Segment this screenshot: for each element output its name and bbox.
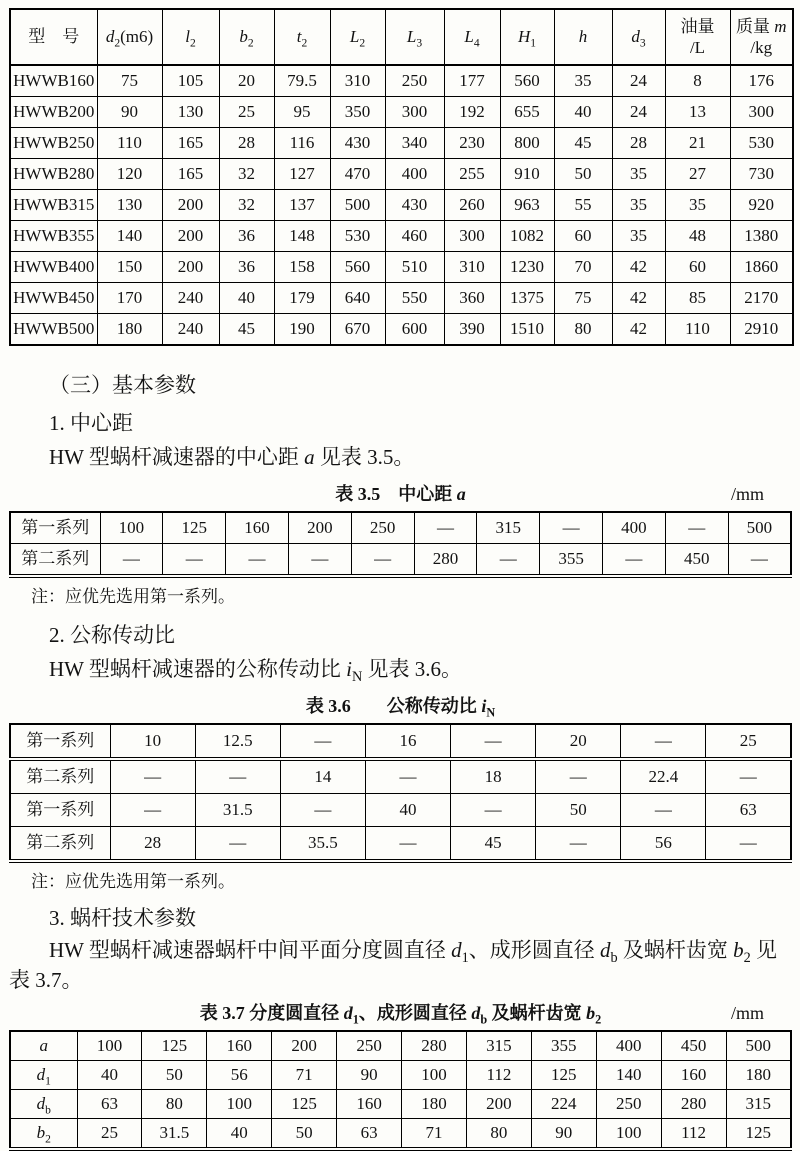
table-cell: 35 xyxy=(612,221,665,252)
table35-caption-row xyxy=(9,481,792,507)
table-cell: 165 xyxy=(162,159,219,190)
table-row xyxy=(10,544,791,577)
table-cell: 170 xyxy=(97,283,162,314)
table-row xyxy=(10,512,791,544)
subsection-2-heading: 2. 公称传动比 xyxy=(49,623,175,647)
table-cell: 40 xyxy=(207,1119,272,1150)
table-cell: 100 xyxy=(596,1119,661,1150)
column-header: $L_3$ xyxy=(385,9,444,65)
table-cell: 180 xyxy=(726,1061,791,1090)
table-cell: 640 xyxy=(330,283,385,314)
table-cell: 40 xyxy=(77,1061,142,1090)
table-cell: 36 xyxy=(219,252,274,283)
table-cell: 25 xyxy=(219,97,274,128)
table-cell: 179 xyxy=(274,283,330,314)
table-cell: 125 xyxy=(531,1061,596,1090)
table-cell: 450 xyxy=(665,544,728,577)
table-cell: 355 xyxy=(540,544,603,577)
table-cell: 160 xyxy=(226,512,289,544)
table-cell: 280 xyxy=(402,1031,467,1061)
table-cell: 71 xyxy=(402,1119,467,1150)
table-cell: — xyxy=(665,512,728,544)
table-cell: 800 xyxy=(500,128,554,159)
table-cell: 116 xyxy=(274,128,330,159)
table-cell: — xyxy=(621,794,706,827)
table-row xyxy=(10,65,793,97)
row-label-cell: 第二系列 xyxy=(10,759,110,794)
column-header: $d_3$ xyxy=(612,9,665,65)
row-label-cell: 第一系列 xyxy=(10,794,110,827)
paragraph-ratio: HW 型蜗杆减速器的公称传动比 $i_N$ 见表 3.6。 xyxy=(49,657,463,686)
column-header: $l_2$ xyxy=(162,9,219,65)
table-cell: 105 xyxy=(162,65,219,97)
table-cell: 100 xyxy=(77,1031,142,1061)
row-label-cell: $d_b$ xyxy=(10,1090,77,1119)
table37-caption: 表 3.7 分度圆直径 $d_1$、成形圆直径 $d_b$ 及蜗杆齿宽 $b_2$ xyxy=(199,1003,602,1027)
table-cell: 430 xyxy=(385,190,444,221)
table-cell: — xyxy=(365,827,450,862)
table-cell: 24 xyxy=(612,65,665,97)
table-cell: 112 xyxy=(466,1061,531,1090)
table-cell: 28 xyxy=(219,128,274,159)
table-cell: 315 xyxy=(477,512,540,544)
table-cell: 250 xyxy=(337,1031,402,1061)
table-cell: 42 xyxy=(612,252,665,283)
table-cell: 280 xyxy=(661,1090,726,1119)
row-label-cell: 第一系列 xyxy=(10,512,100,544)
table-cell: — xyxy=(536,827,621,862)
table-cell: 148 xyxy=(274,221,330,252)
table-header-row xyxy=(10,9,793,65)
table-cell: 60 xyxy=(554,221,612,252)
table-cell: — xyxy=(226,544,289,577)
table-cell: 90 xyxy=(97,97,162,128)
table-cell: 63 xyxy=(706,794,791,827)
table-cell: 42 xyxy=(612,283,665,314)
table-cell: 158 xyxy=(274,252,330,283)
table-cell: 20 xyxy=(219,65,274,97)
column-header: $L_4$ xyxy=(444,9,500,65)
table35-unit-label: /mm xyxy=(730,484,764,504)
table35-note: 注：应优先选用第一系列。 xyxy=(31,587,235,606)
table-cell: 500 xyxy=(728,512,791,544)
table-cell: 176 xyxy=(730,65,793,97)
column-header: $d_2(m6)$ xyxy=(97,9,162,65)
table-cell: 28 xyxy=(612,128,665,159)
table-cell: 360 xyxy=(444,283,500,314)
table-row xyxy=(10,1061,791,1090)
table-cell: 45 xyxy=(554,128,612,159)
table-cell: — xyxy=(100,544,163,577)
dimensions-table xyxy=(9,8,794,346)
table-cell: 1375 xyxy=(500,283,554,314)
table-row xyxy=(10,283,793,314)
table-cell: 224 xyxy=(531,1090,596,1119)
paragraph-center-distance: HW 型蜗杆减速器的中心距 a 见表 3.5。 xyxy=(49,445,415,469)
table-cell: 50 xyxy=(272,1119,337,1150)
table-row xyxy=(10,159,793,190)
table-cell: 530 xyxy=(730,128,793,159)
table-cell: 460 xyxy=(385,221,444,252)
table-cell: 90 xyxy=(337,1061,402,1090)
table-row xyxy=(10,1031,791,1061)
subsection-3-heading: 3. 蜗杆技术参数 xyxy=(49,906,196,930)
table-cell: 13 xyxy=(665,97,730,128)
table-cell: — xyxy=(110,794,195,827)
table-cell: 192 xyxy=(444,97,500,128)
row-label-cell: 第二系列 xyxy=(10,827,110,862)
table-row xyxy=(10,128,793,159)
table-cell: — xyxy=(603,544,666,577)
column-header: $L_2$ xyxy=(330,9,385,65)
table-cell: 920 xyxy=(730,190,793,221)
table-cell: 315 xyxy=(466,1031,531,1061)
table-cell: 200 xyxy=(162,252,219,283)
paragraph-worm-params: HW 型蜗杆减速器蜗杆中间平面分度圆直径 $d_1$、成形圆直径 $d_b$ 及蜗杆齿宽 $b_2$ 见表 3.7。 xyxy=(9,938,778,992)
table-cell: 45 xyxy=(451,827,536,862)
table-cell: 110 xyxy=(97,128,162,159)
table-cell: — xyxy=(195,759,280,794)
table-cell: 450 xyxy=(661,1031,726,1061)
table-cell: 200 xyxy=(288,512,351,544)
table-cell: 160 xyxy=(207,1031,272,1061)
table-cell: — xyxy=(706,827,791,862)
table-cell: — xyxy=(351,544,414,577)
table-cell: 2170 xyxy=(730,283,793,314)
row-label-cell: 第一系列 xyxy=(10,724,110,759)
table-row xyxy=(10,252,793,283)
nominal-ratio-table xyxy=(9,723,792,863)
table-cell: 31.5 xyxy=(195,794,280,827)
table-cell: 28 xyxy=(110,827,195,862)
table-cell: 130 xyxy=(162,97,219,128)
table-cell: 140 xyxy=(97,221,162,252)
table-cell: 125 xyxy=(726,1119,791,1150)
table-cell: 60 xyxy=(665,252,730,283)
table-cell: 56 xyxy=(207,1061,272,1090)
table-cell: 1860 xyxy=(730,252,793,283)
column-header: 油量 /L xyxy=(665,9,730,65)
table-row xyxy=(10,97,793,128)
table-cell: 670 xyxy=(330,314,385,346)
column-header: $b_2$ xyxy=(219,9,274,65)
table-cell: 315 xyxy=(726,1090,791,1119)
table-cell: 200 xyxy=(162,221,219,252)
row-label-cell: 第二系列 xyxy=(10,544,100,577)
table-row xyxy=(10,221,793,252)
table-cell: 655 xyxy=(500,97,554,128)
table-cell: 63 xyxy=(337,1119,402,1150)
table-cell: 10 xyxy=(110,724,195,759)
table-cell: 165 xyxy=(162,128,219,159)
table-cell: 40 xyxy=(554,97,612,128)
table-cell: 140 xyxy=(596,1061,661,1090)
table-cell: 40 xyxy=(219,283,274,314)
table-cell: — xyxy=(288,544,351,577)
table-cell: 160 xyxy=(661,1061,726,1090)
table-cell: — xyxy=(728,544,791,577)
table-cell: 42 xyxy=(612,314,665,346)
table-cell: 390 xyxy=(444,314,500,346)
table-cell: 200 xyxy=(162,190,219,221)
table-cell: 300 xyxy=(385,97,444,128)
table-cell: 600 xyxy=(385,314,444,346)
table-cell: 510 xyxy=(385,252,444,283)
table-cell: 200 xyxy=(272,1031,337,1061)
table-cell: 35 xyxy=(612,190,665,221)
table-cell: 1380 xyxy=(730,221,793,252)
row-label-cell: HWWB200 xyxy=(10,97,97,128)
table-cell: 12.5 xyxy=(195,724,280,759)
table-cell: — xyxy=(110,759,195,794)
table-cell: 32 xyxy=(219,159,274,190)
table-cell: 100 xyxy=(100,512,163,544)
table-cell: 300 xyxy=(730,97,793,128)
row-label-cell: HWWB355 xyxy=(10,221,97,252)
table-cell: 90 xyxy=(531,1119,596,1150)
table-cell: 35 xyxy=(665,190,730,221)
table-cell: 250 xyxy=(596,1090,661,1119)
table35-caption: 表 3.5 中心距 a xyxy=(335,484,466,504)
table-cell: 1082 xyxy=(500,221,554,252)
table-cell: 190 xyxy=(274,314,330,346)
table-cell: 56 xyxy=(621,827,706,862)
table-row xyxy=(10,724,791,759)
table-cell: 24 xyxy=(612,97,665,128)
table-cell: 2910 xyxy=(730,314,793,346)
table-cell: 240 xyxy=(162,283,219,314)
table-cell: 21 xyxy=(665,128,730,159)
table-cell: 120 xyxy=(97,159,162,190)
table-row xyxy=(10,759,791,794)
table-cell: 63 xyxy=(77,1090,142,1119)
table-cell: — xyxy=(414,512,477,544)
table-cell: 71 xyxy=(272,1061,337,1090)
table-cell: 50 xyxy=(554,159,612,190)
table-cell: 1230 xyxy=(500,252,554,283)
table37-unit-label: /mm xyxy=(730,1003,764,1023)
table-cell: 260 xyxy=(444,190,500,221)
table-cell: 125 xyxy=(142,1031,207,1061)
table-cell: 20 xyxy=(536,724,621,759)
table-row xyxy=(10,1119,791,1150)
table-cell: — xyxy=(280,724,365,759)
table-row xyxy=(10,1090,791,1119)
table-cell: 470 xyxy=(330,159,385,190)
row-label-cell: HWWB160 xyxy=(10,65,97,97)
table-cell: 35 xyxy=(554,65,612,97)
table-cell: 250 xyxy=(351,512,414,544)
table-cell: 177 xyxy=(444,65,500,97)
table-cell: 180 xyxy=(402,1090,467,1119)
table-cell: 280 xyxy=(414,544,477,577)
table-cell: 400 xyxy=(603,512,666,544)
row-label-cell: $b_2$ xyxy=(10,1119,77,1150)
table-cell: 1510 xyxy=(500,314,554,346)
table-cell: 50 xyxy=(142,1061,207,1090)
table-cell: 500 xyxy=(726,1031,791,1061)
row-label-cell: a xyxy=(10,1031,77,1061)
section-heading-basic-params: （三）基本参数 xyxy=(49,373,196,397)
table-cell: 50 xyxy=(536,794,621,827)
table-cell: 32 xyxy=(219,190,274,221)
table-row xyxy=(10,794,791,827)
column-header: 型 号 xyxy=(10,9,97,65)
table-cell: 310 xyxy=(444,252,500,283)
table-cell: 48 xyxy=(665,221,730,252)
table-cell: 80 xyxy=(466,1119,531,1150)
table-cell: 18 xyxy=(451,759,536,794)
table-cell: 35.5 xyxy=(280,827,365,862)
table-cell: 8 xyxy=(665,65,730,97)
table-cell: 137 xyxy=(274,190,330,221)
table-cell: 100 xyxy=(207,1090,272,1119)
table-cell: — xyxy=(477,544,540,577)
worm-diameter-table xyxy=(9,1030,792,1151)
table-cell: 550 xyxy=(385,283,444,314)
table-cell: — xyxy=(540,512,603,544)
table-cell: 250 xyxy=(385,65,444,97)
column-header: $H_1$ xyxy=(500,9,554,65)
table-cell: 40 xyxy=(365,794,450,827)
table-cell: 255 xyxy=(444,159,500,190)
table36-caption: 表 3.6 公称传动比 $i_N$ xyxy=(305,696,496,720)
table-cell: 150 xyxy=(97,252,162,283)
table-cell: — xyxy=(280,794,365,827)
row-label-cell: HWWB315 xyxy=(10,190,97,221)
table-cell: 75 xyxy=(554,283,612,314)
table-cell: 500 xyxy=(330,190,385,221)
table-cell: 125 xyxy=(163,512,226,544)
table-cell: — xyxy=(163,544,226,577)
table-cell: — xyxy=(536,759,621,794)
table-cell: 530 xyxy=(330,221,385,252)
table-cell: — xyxy=(195,827,280,862)
center-distance-table xyxy=(9,511,792,578)
table-cell: 127 xyxy=(274,159,330,190)
table-cell: 310 xyxy=(330,65,385,97)
table-cell: 22.4 xyxy=(621,759,706,794)
table-cell: — xyxy=(451,724,536,759)
table-cell: 300 xyxy=(444,221,500,252)
table-cell: 340 xyxy=(385,128,444,159)
table-row xyxy=(10,314,793,346)
table-cell: — xyxy=(706,759,791,794)
table-cell: 35 xyxy=(612,159,665,190)
table-cell: 125 xyxy=(272,1090,337,1119)
row-label-cell: HWWB400 xyxy=(10,252,97,283)
table-row xyxy=(10,827,791,862)
table-cell: 910 xyxy=(500,159,554,190)
table-cell: 400 xyxy=(385,159,444,190)
row-label-cell: HWWB500 xyxy=(10,314,97,346)
table-cell: 230 xyxy=(444,128,500,159)
table-cell: 180 xyxy=(97,314,162,346)
row-label-cell: HWWB450 xyxy=(10,283,97,314)
table36-note: 注：应优先选用第一系列。 xyxy=(31,872,235,891)
table-cell: 112 xyxy=(661,1119,726,1150)
table-cell: 130 xyxy=(97,190,162,221)
table-cell: 963 xyxy=(500,190,554,221)
table-cell: 80 xyxy=(554,314,612,346)
table-cell: 730 xyxy=(730,159,793,190)
table-cell: 80 xyxy=(142,1090,207,1119)
table-cell: 25 xyxy=(77,1119,142,1150)
table-cell: 85 xyxy=(665,283,730,314)
table-cell: 70 xyxy=(554,252,612,283)
table-cell: — xyxy=(451,794,536,827)
table-cell: 560 xyxy=(330,252,385,283)
row-label-cell: HWWB280 xyxy=(10,159,97,190)
table-cell: 75 xyxy=(97,65,162,97)
table-cell: 36 xyxy=(219,221,274,252)
column-header: 质量 m /kg xyxy=(730,9,793,65)
table-cell: 240 xyxy=(162,314,219,346)
table-cell: 45 xyxy=(219,314,274,346)
table-cell: — xyxy=(365,759,450,794)
table-cell: 200 xyxy=(466,1090,531,1119)
row-label-cell: HWWB250 xyxy=(10,128,97,159)
column-header: h xyxy=(554,9,612,65)
table-cell: 14 xyxy=(280,759,365,794)
table-cell: 350 xyxy=(330,97,385,128)
table37-caption-row xyxy=(9,1000,792,1026)
table-cell: 400 xyxy=(596,1031,661,1061)
table-cell: 55 xyxy=(554,190,612,221)
table-cell: 560 xyxy=(500,65,554,97)
row-label-cell: $d_1$ xyxy=(10,1061,77,1090)
table-cell: 27 xyxy=(665,159,730,190)
table-cell: 100 xyxy=(402,1061,467,1090)
subsection-1-heading: 1. 中心距 xyxy=(49,411,133,435)
table-cell: 160 xyxy=(337,1090,402,1119)
table-cell: 95 xyxy=(274,97,330,128)
table-cell: 110 xyxy=(665,314,730,346)
table-row xyxy=(10,190,793,221)
table-cell: 79.5 xyxy=(274,65,330,97)
table-cell: 430 xyxy=(330,128,385,159)
table-cell: — xyxy=(621,724,706,759)
table-cell: 25 xyxy=(706,724,791,759)
table-cell: 355 xyxy=(531,1031,596,1061)
table36-caption-row xyxy=(9,693,792,719)
column-header: $t_2$ xyxy=(274,9,330,65)
table-cell: 31.5 xyxy=(142,1119,207,1150)
table-cell: 16 xyxy=(365,724,450,759)
